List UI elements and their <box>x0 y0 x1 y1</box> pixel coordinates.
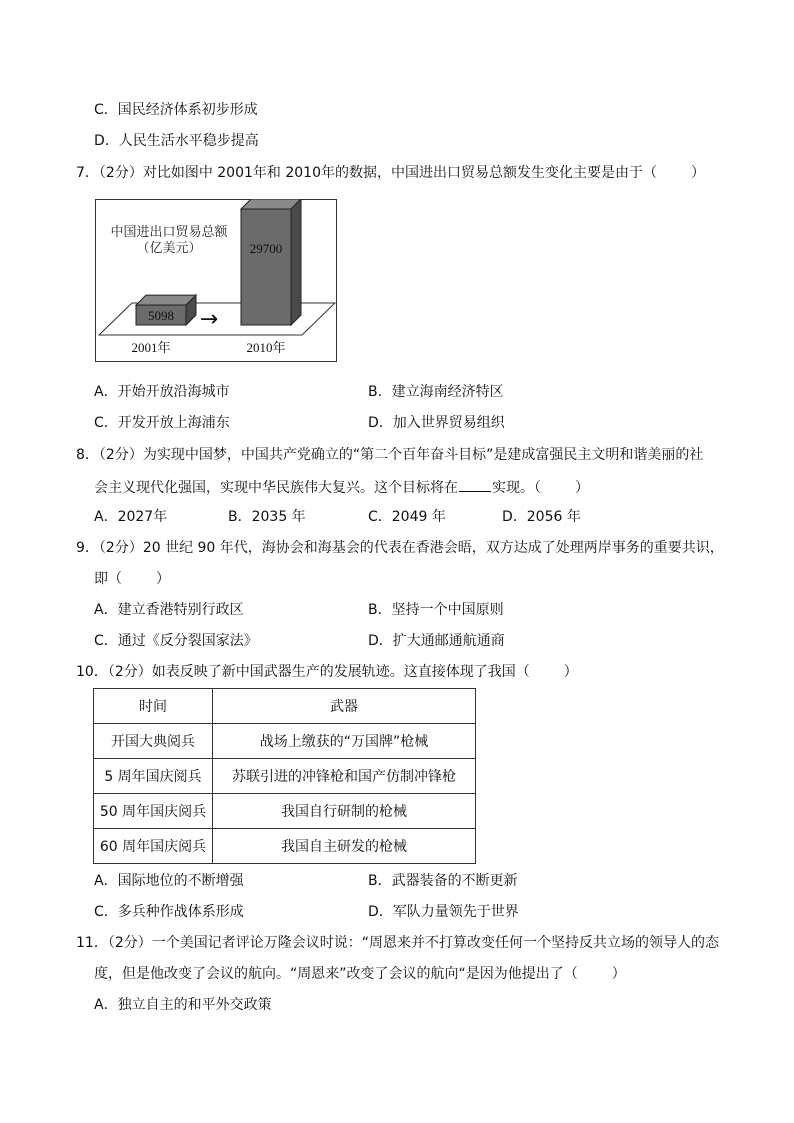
table-cell-weapon: 我国自行研制的枪械 <box>213 794 476 829</box>
q7-stem <box>76 164 705 182</box>
q11-stem-line2 <box>94 965 626 983</box>
q10-option-a: A．国际地位的不断增强 <box>94 873 244 889</box>
table-cell-weapon: 苏联引进的冲锋枪和国产仿制冲锋枪 <box>213 759 476 794</box>
q9-option-a: A．建立香港特别行政区 <box>94 602 244 618</box>
q11-close-paren: ） <box>611 966 626 982</box>
table-header-weapon: 武器 <box>213 689 476 724</box>
table-cell-weapon: 我国自主研发的枪械 <box>213 829 476 864</box>
q8-close-paren: ） <box>575 480 589 496</box>
bar-front-face <box>241 209 291 325</box>
q11-stem-line1: 11．（2分）一个美国记者评论万隆会议时说：“周恩来并不打算改变任何一个坚持反共立场的领导人的态 <box>76 935 719 951</box>
q8-stem2b: 实现。（ <box>492 480 541 496</box>
q9-option-c: C．通过《反分裂国家法》 <box>94 633 258 649</box>
category-label: 2001年 <box>131 340 171 355</box>
q10-stem <box>76 663 578 681</box>
weapons-table <box>93 688 476 864</box>
q7-close-paren: ） <box>690 165 705 181</box>
q8-stem-line2 <box>94 477 589 497</box>
table-cell-time: 50 周年国庆阅兵 <box>94 794 213 829</box>
table-cell-time: 开国大典阅兵 <box>94 724 213 759</box>
q8-stem2a: 会主义现代化强国，实现中华民族伟大复兴。这个目标将在 <box>94 480 458 496</box>
q7-stem-text: 7．（2分）对比如图中 2001年和 2010年的数据，中国进出口贸易总额发生变化主要是由于（ <box>76 165 657 181</box>
table-cell-time: 5 周年国庆阅兵 <box>94 759 213 794</box>
q9-option-b: B．坚持一个中国原则 <box>368 602 504 618</box>
table-row <box>94 759 476 794</box>
q11-option-a: A．独立自主的和平外交政策 <box>94 997 272 1013</box>
table-header-row <box>94 689 476 724</box>
q8-option-c: C．2049 年 <box>368 509 446 525</box>
table-header-time: 时间 <box>94 689 213 724</box>
bar-2001年 <box>136 295 196 325</box>
table-row <box>94 724 476 759</box>
q9-close-paren: ） <box>156 571 170 587</box>
q8-stem-line1: 8．（2分）为实现中国梦，中国共产党确立的“第二个百年奋斗目标”是建成富强民主文明和谐美丽的社 <box>76 447 704 463</box>
q8-option-b: B．2035 年 <box>228 509 306 525</box>
q9-stem-line1: 9．（2分）20 世纪 90 年代，海协会和海基会的代表在香港会晤，双方达成了处理两岸事务的重要共识， <box>76 540 724 556</box>
bar-value-label: 29700 <box>249 241 283 256</box>
q10-stem-text: 10．（2分）如表反映了新中国武器生产的发展轨迹。这直接体现了我国（ <box>76 664 530 680</box>
q11-stem2: 度，但是他改变了会议的航向。“周恩来”改变了会议的航向“是因为他提出了（ <box>94 966 578 982</box>
table-cell-weapon: 战场上缴获的“万国牌”枪械 <box>213 724 476 759</box>
chart-title: 中国进出口贸易总额 <box>110 224 228 239</box>
chart-arrow: → <box>199 307 219 332</box>
q8-answer-blank <box>459 477 491 492</box>
category-label: 2010年 <box>246 340 286 355</box>
q7-option-c: C．开发开放上海浦东 <box>94 415 230 431</box>
q10-option-d: D．军队力量领先于世界 <box>368 904 519 920</box>
q10-close-paren: ） <box>563 664 578 680</box>
q9-stem-line2 <box>94 570 170 588</box>
table-row <box>94 794 476 829</box>
q10-option-c: C．多兵种作战体系形成 <box>94 904 244 920</box>
q6-option-c: C．国民经济体系初步形成 <box>94 102 258 118</box>
q9-stem2: 即（ <box>94 571 122 587</box>
q7-option-d: D．加入世界贸易组织 <box>368 415 505 431</box>
q9-option-d: D．扩大通邮通航通商 <box>368 633 505 649</box>
bar-side-face <box>291 199 301 325</box>
q8-option-d: D．2056 年 <box>502 509 581 525</box>
trade-bar-chart <box>95 199 337 362</box>
q8-option-a: A．2027年 <box>94 509 168 525</box>
q10-option-b: B．武器装备的不断更新 <box>368 873 518 889</box>
table-cell-time: 60 周年国庆阅兵 <box>94 829 213 864</box>
chart-subtitle: （亿美元） <box>136 240 202 255</box>
q7-option-b: B．建立海南经济特区 <box>368 384 504 400</box>
bar-value-label: 5098 <box>148 308 174 324</box>
q7-option-a: A．开始开放沿海城市 <box>94 384 230 400</box>
bar-2010年 <box>241 199 301 325</box>
table-row <box>94 829 476 864</box>
q6-option-d: D．人民生活水平稳步提高 <box>94 133 259 149</box>
